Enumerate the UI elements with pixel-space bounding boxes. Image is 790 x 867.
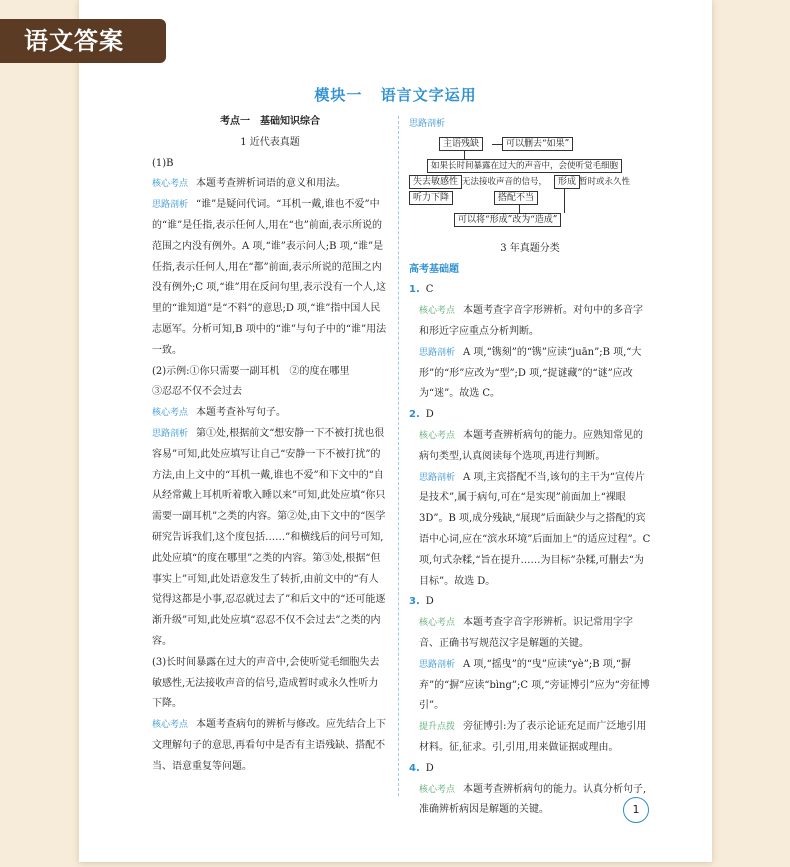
core-tag: 核心考点 — [152, 720, 189, 731]
q3-answer: (3)长时间暴露在过大的声音中,会使听觉毛细胞失去敏感性,无法接收声音的信号,造成暂时或永久性听力下降。 — [152, 656, 380, 710]
analysis-tag: 思路剖析 — [152, 200, 189, 211]
diagram-text-sentence-4: 暂时或永久性 — [579, 176, 631, 187]
core-tag: 核心考点 — [419, 618, 456, 629]
diagram-box-sentence-1: 如果长时间暴露在过大的声音中，会使听觉毛细胞 — [427, 159, 622, 173]
sub-title: 1 近代表真题 — [240, 136, 300, 148]
q1-answer: (1)B — [152, 157, 174, 169]
column-divider — [398, 116, 399, 796]
diagram-box-subject-missing: 主语残缺 — [439, 137, 483, 151]
analysis-tag: 思路剖析 — [419, 659, 456, 670]
r-q2-analysis-text: A 项,主宾搭配不当,该句的主干为“宣传片是技术”,属于病句,可在“是实现”前面加上“裸眼 3D”。B 项,成分残缺,“展现”后面缺少与之搭配的宾语中心词,应在“滨水环境”后面加上“的适应过程”。C 项,句式杂糅,“旨在提升……为目标”杂糅,可删去“为目标”。故选 D。 — [419, 471, 651, 587]
r-q1-answer — [409, 280, 651, 301]
q-ans: D — [425, 762, 434, 774]
module-title — [79, 84, 712, 105]
r-q4-core — [419, 780, 651, 822]
diagram-box-xingcheng: 形成 — [554, 175, 580, 189]
core-tag: 核心考点 — [152, 408, 189, 419]
analysis-tag: 思路剖析 — [419, 472, 456, 483]
diagram-box-sentence-2: 失去敏感性 — [409, 175, 462, 189]
r-q3-tip-text: 旁征博引:为了表示论证充足而广泛地引用材料。征,征求。引,引用,用来做证据或理由。 — [419, 721, 647, 753]
q-ans: D — [425, 596, 434, 608]
analysis-tag: 思路剖析 — [152, 428, 189, 439]
diagram-text-sentence-3: 无法接收声音的信号， — [462, 176, 548, 187]
q1-core — [152, 174, 388, 195]
section-title: 考点一 基础知识综合 — [220, 116, 320, 127]
r-q2-core-text: 本题考查辨析病句的能力。应熟知常见的病句类型,认真阅读每个选项,再进行判断。 — [419, 429, 644, 462]
right-column — [409, 114, 651, 821]
error-diagram — [409, 135, 651, 239]
left-column — [152, 112, 388, 778]
q3-core — [152, 715, 388, 777]
r-q1-core — [419, 301, 651, 343]
q1-core-text: 本题考查辨析词语的意义和用法。 — [196, 178, 347, 190]
sub-title-3yr: 3 年真题分类 — [500, 242, 560, 254]
r-q3-core-text: 本题考查字音字形辨析。识记常用字字音、正确书写规范汉字是解题的关键。 — [419, 617, 634, 649]
page-number: 1 — [623, 797, 649, 823]
module-label: 模块一 — [314, 86, 363, 104]
diagram-arrow — [492, 144, 502, 145]
r-q1-block — [409, 301, 651, 405]
r-q1-analysis-text: A 项,“镌刻”的“镌”应读“juān”;B 项,“大形”的“形”应改为“型”;D 项,“捉谜藏”的“谜”应改为“迷”。故选 C。 — [419, 346, 642, 400]
r-q4-core-text: 本题考查辨析病句的能力。认真分析句子,准确辨析病因是解题的关键。 — [419, 783, 647, 816]
r-q3-block — [409, 613, 651, 759]
core-tag: 核心考点 — [419, 430, 456, 441]
r-q3-tip — [419, 717, 651, 759]
q-num: 3. — [409, 596, 420, 608]
q2-analysis-text: 第①处,根据前文“想安静一下不被打扰也很容易”可知,此处应填写让自己“安静一下不被打扰”的方法,由上文中的“耳机一戴,谁也不爱”和下文中的“自从经常戴上耳机听着歌入睡以来”可知,此处应填“你只需要一副耳机”之类的内容。第②处,由下文中的“医学研究告诉我们,这个度包括……”和横线后的问号可知,此处应填“的度在哪里”之类的内容。第③处,根据“但事实上”可知,此处语意发生了转折,由前文中的“有人觉得这都是小事,忍忍就过去了”和后文中的“还可能逐渐升级”可知,此处应填“忍忍不仅不会过去”之类的内容。 — [152, 427, 386, 647]
r-q3-core — [419, 613, 651, 655]
r-q2-answer — [409, 405, 651, 426]
r-q4-answer — [409, 759, 651, 780]
diagram-box-mismatch: 搭配不当 — [494, 191, 538, 205]
q-ans: C — [425, 284, 434, 296]
core-tag: 核心考点 — [419, 784, 456, 795]
diagram-box-sentence-5: 听力下降 — [409, 191, 453, 205]
diagram-connector — [564, 189, 565, 213]
analysis-tag: 思路剖析 — [419, 347, 456, 358]
core-tag: 核心考点 — [152, 179, 189, 190]
diagram-connector — [464, 151, 465, 159]
module-name: 语言文字运用 — [380, 86, 477, 104]
q1-analysis-text: “谁”是疑问代词。“耳机一戴,谁也不爱”中的“谁”是任指,表示任何人,用在“也”前面,表示所说的范围之内没有例外。A 项,“谁”表示问人;B 项,“谁”是任指,表示任何人,用在“都”前面,表示所说的范围之内没有例外;C 项,“谁”用在反问句里,表示没有一个人,这里的“谁知道”是“不料”的意思;D 项,“谁”指中国人民志愿军。分析可知,B 项中的“谁”与句子中的“谁”用法一致。 — [152, 199, 387, 356]
q-ans: D — [425, 409, 434, 421]
r-q2-block — [409, 426, 651, 592]
diagram-box-change-word: 可以将“形成”改为“造成” — [454, 213, 561, 227]
r-q1-core-text: 本题考查字音字形辨析。对句中的多音字和形近字应重点分析判断。 — [419, 305, 644, 337]
analysis-tag: 思路剖析 — [409, 119, 446, 129]
q1-analysis — [152, 195, 388, 361]
r-q3-answer — [409, 592, 651, 613]
q3-core-text: 本题考查病句的辨析与修改。应先结合上下文理解句子的意思,再看句中是否有主语残缺、搭配不当、语意重复等问题。 — [152, 719, 387, 772]
q-num: 2. — [409, 409, 420, 421]
r-q4-block — [409, 780, 651, 822]
q-num: 1. — [409, 284, 420, 296]
diagram-box-delete-ruguo: 可以删去“如果” — [502, 137, 573, 151]
q2-answer-1: (2)示例:①你只需要一副耳机 ②的度在哪里 — [152, 365, 350, 377]
diagram-connector — [519, 205, 520, 213]
section-heading: 高考基础题 — [409, 263, 459, 275]
q2-answer-2: ③忍忍不仅不会过去 — [152, 386, 242, 398]
q2-analysis — [152, 424, 388, 653]
core-tag: 核心考点 — [419, 306, 456, 317]
analysis-tag-top — [409, 114, 651, 135]
q2-core-text: 本题考查补写句子。 — [196, 407, 287, 419]
r-q2-core — [419, 426, 651, 468]
r-q2-analysis — [419, 468, 651, 593]
r-q3-analysis — [419, 655, 651, 717]
r-q1-analysis — [419, 343, 651, 405]
q-num: 4. — [409, 762, 420, 774]
r-q3-analysis-text: A 项,“摇曳”的“曳”应读“yè”;B 项,“摒弃”的“摒”应读“bìng”;C 项,“旁证博引”应为“旁征博引”。 — [419, 658, 650, 712]
subject-badge: 语文答案 — [0, 19, 166, 63]
q2-core — [152, 403, 388, 424]
tip-tag: 提升点拨 — [419, 722, 456, 733]
